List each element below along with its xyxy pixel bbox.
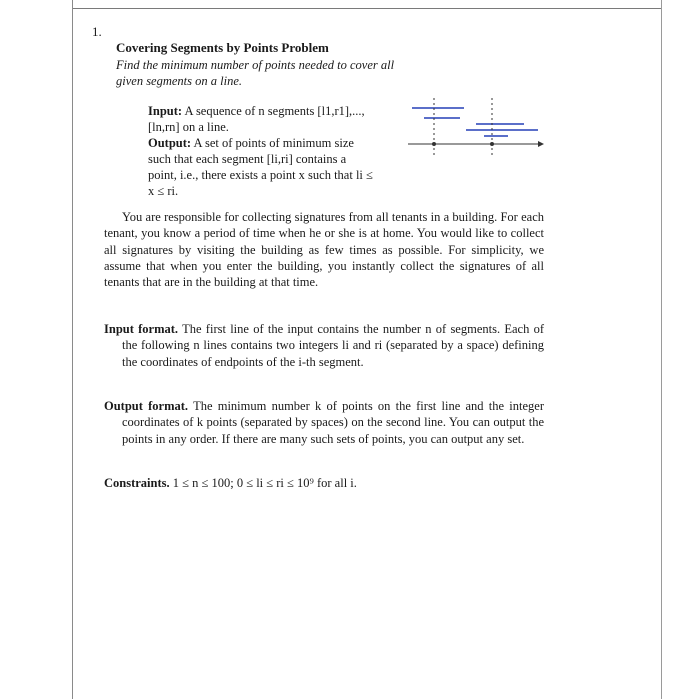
output-format-section [104,398,544,447]
input-format-section [104,321,544,370]
output-text: A set of points of minimum size such that each segment [li,ri] contains a point, i.e., there exists a point x such that li ≤ x ≤ ri. [148,136,373,198]
top-rule [72,8,662,9]
story-paragraph [104,209,544,290]
constraints-label: Constraints. [104,476,170,490]
problem-subtitle: Find the minimum number of points needed to cover all given segments on a line. [116,58,395,88]
input-description [148,103,376,135]
output-format-text: The minimum number k of points on the first line and the integer coordinates of k points (separated by spaces) on the second line. You can output the points in any order. If there are many such sets of points, you can output any set. [122,399,544,446]
input-label: Input: [148,104,183,118]
output-format-label: Output format. [104,399,189,413]
problem-number: 1. [92,24,102,39]
problem-title: Covering Segments by Points Problem [116,40,329,55]
constraints-section [104,475,544,491]
story-text: You are responsible for collecting signatures from all tenants in a building. For each tenant, you know a period of time when he or she is at home. You would like to collect all signatures by visiting the building as few times as possible. For simplicity, we assume that when you enter the building, you instantly collect the signatures of all tenants that are in the building at that time. [104,210,544,290]
right-margin-rule [661,0,662,699]
io-description [148,103,376,199]
diagram-axis-arrow [538,141,544,147]
input-format-label: Input format. [104,322,179,336]
diagram-point [490,142,494,146]
output-description [148,135,376,199]
output-label: Output: [148,136,192,150]
input-text: A sequence of n segments [l1,r1],...,[ln,rn] on a line. [148,104,365,134]
diagram-point [432,142,436,146]
left-margin-rule [72,0,73,699]
segments-diagram [404,94,544,174]
input-format-text: The first line of the input contains the number n of segments. Each of the following n lines contains two integers li and ri (separated by a space) defining the coordinates of endpoints of the i-th segment. [122,322,545,369]
constraints-text: 1 ≤ n ≤ 100; 0 ≤ li ≤ ri ≤ 10⁹ for all i. [172,476,357,490]
